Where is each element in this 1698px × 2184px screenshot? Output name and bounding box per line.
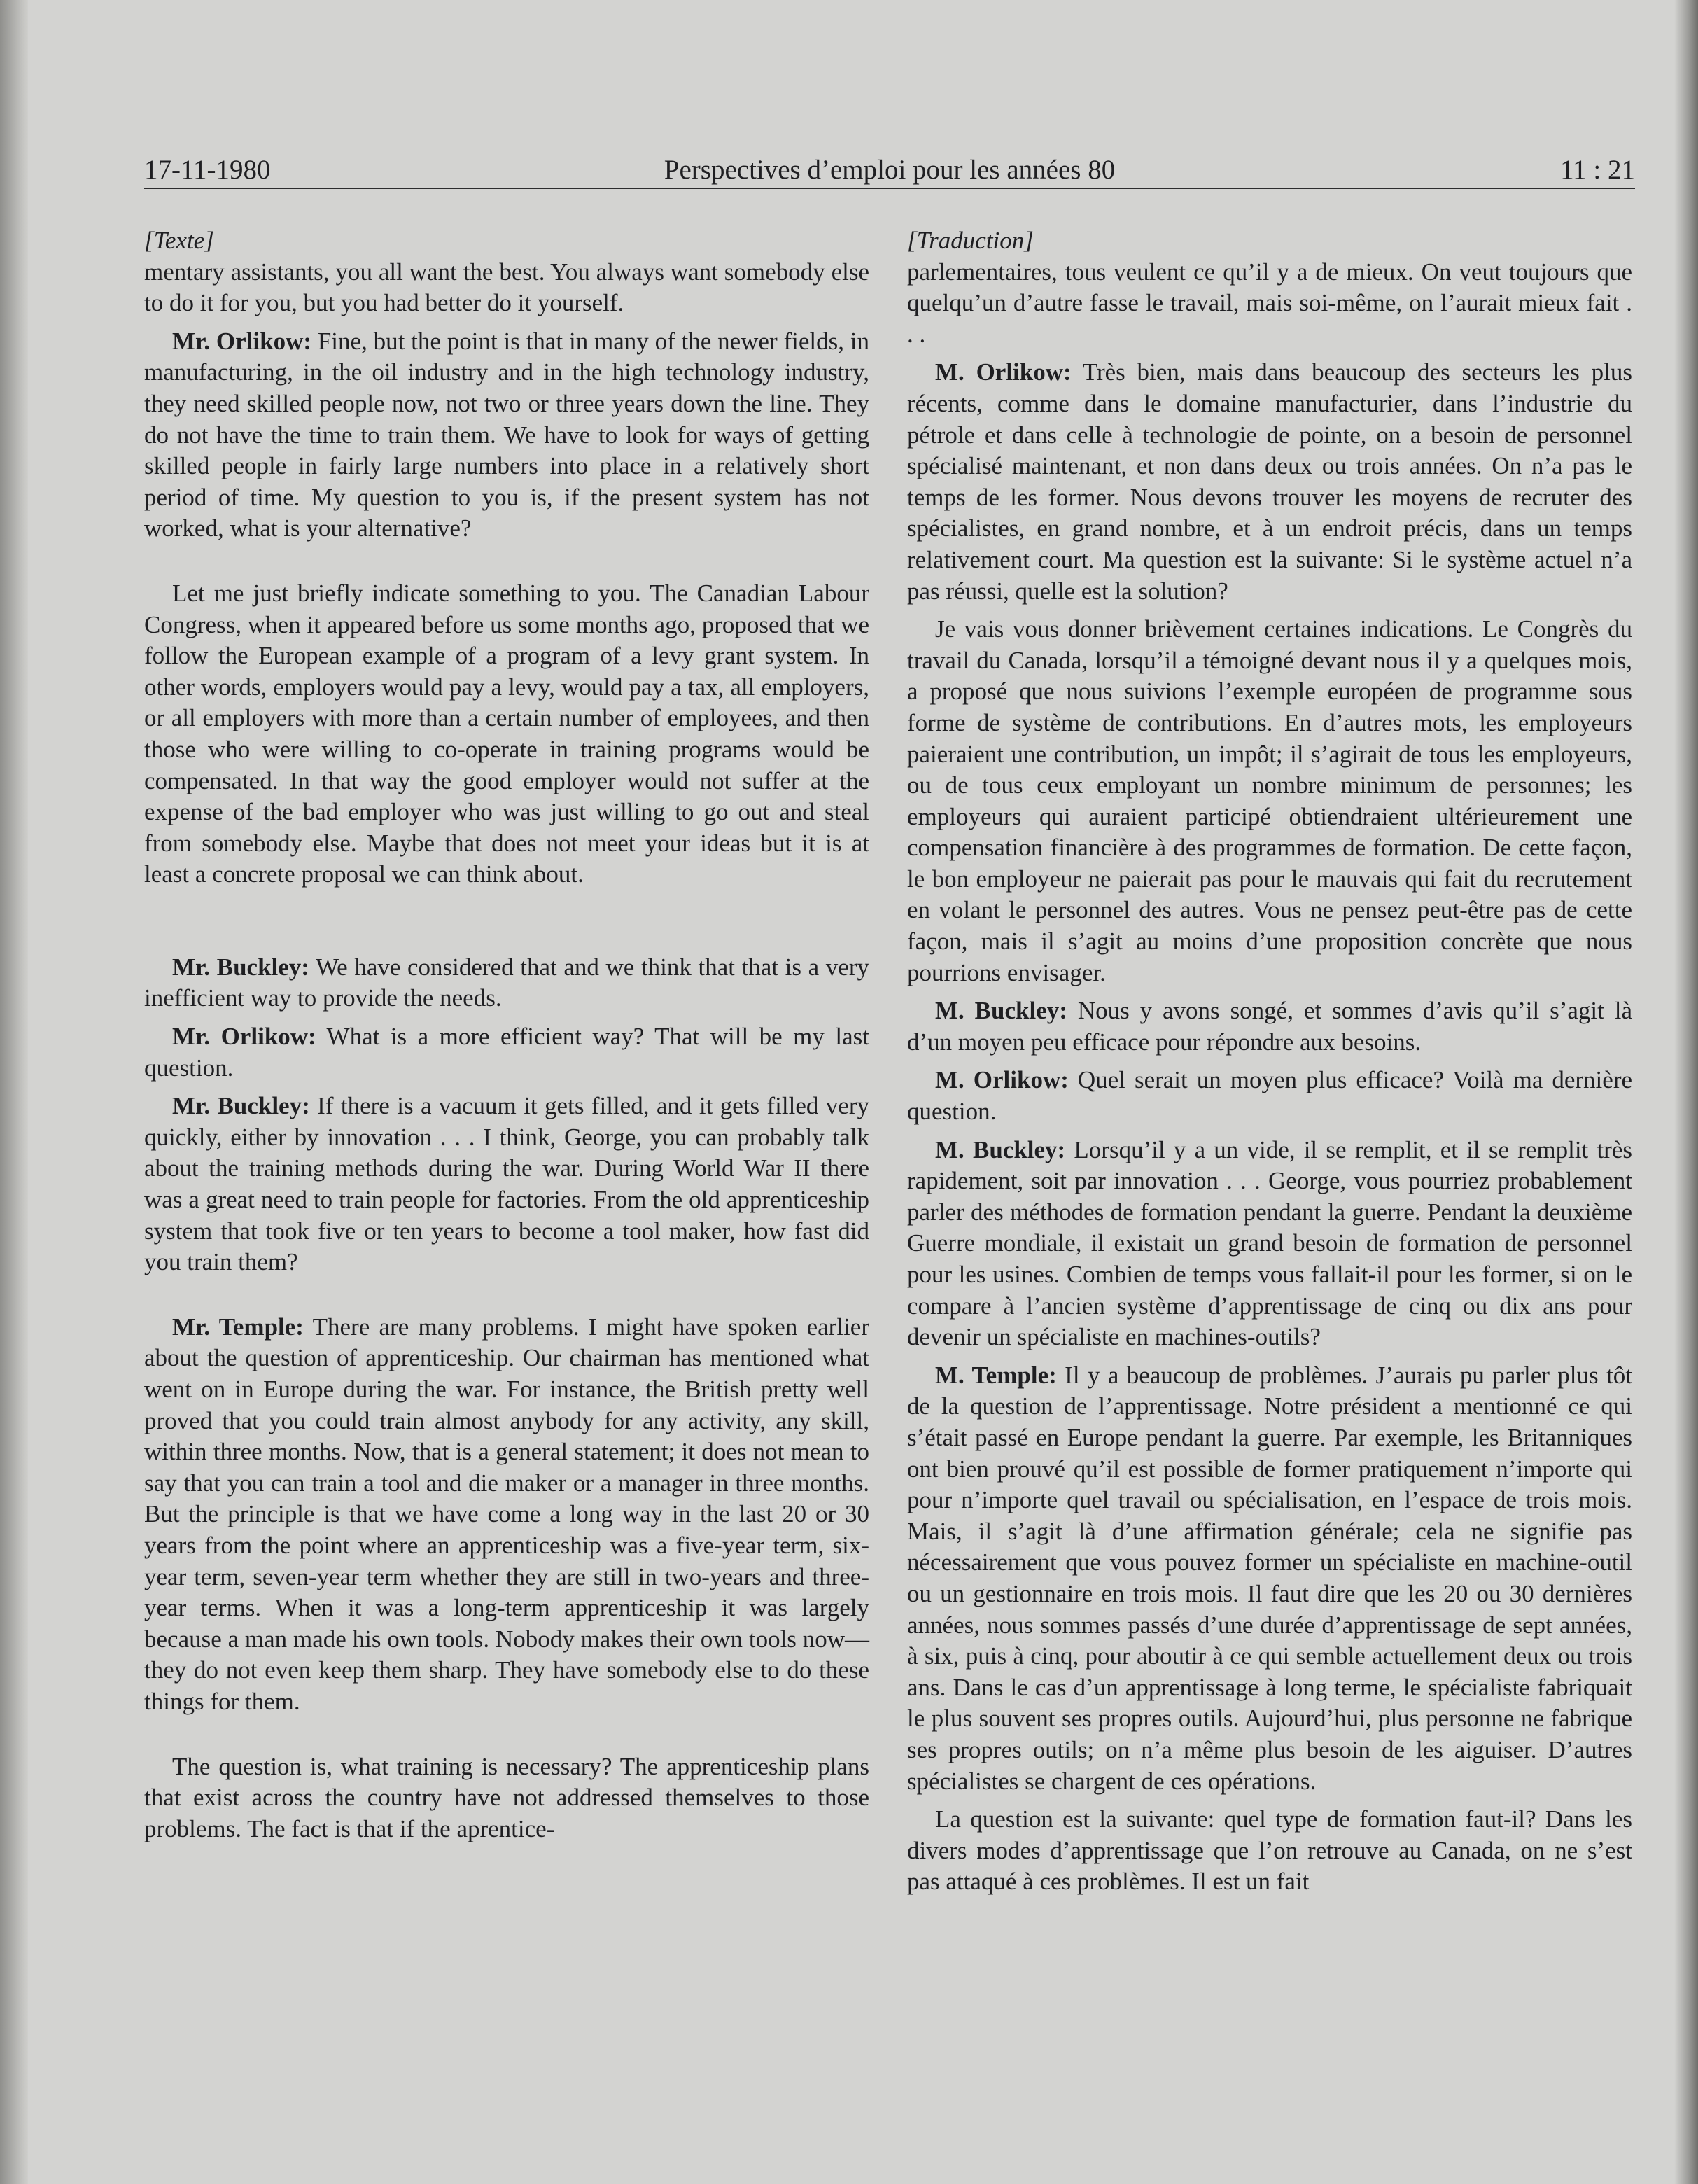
- paragraph: [144, 1091, 869, 1278]
- page-binding-shadow: [0, 0, 28, 2184]
- header-rule: [144, 188, 1635, 189]
- speaker-name: M. Orlikow:: [935, 1066, 1069, 1094]
- speaker-name: Mr. Buckley:: [172, 953, 309, 981]
- paragraph: [144, 326, 869, 545]
- paragraph: mentary assistants, you all want the best. You always want somebody else to do it for you, but you had better do it yourself.: [144, 258, 869, 317]
- paragraph: Je vais vous donner brièvement certaines indications. Le Congrès du travail du Canada, lorsqu’il a témoigné devant nous il y a quelques mois, a proposé que nous suivions l’exemple européen de programme sous forme de système de contributions. En d’autres mots, les employeurs paieraient une contribution, un impôt; il s’agirait de tous les employeurs, ou de tous ceux employant un nombre minimum de personnes; les employeurs qui auraient participé obtiendraient ultérieurement une compensation financière à des programmes de formation. De cette façon, le bon employeur ne paierait pas pour le mauvais qui fait du recrutement en volant le personnel des autres. Vous ne pensez peut-être pas de cette façon, mais il s’agit au moins d’une proposition concrète que nous pourrions envisager.: [907, 615, 1632, 986]
- paragraph-text: Fine, but the point is that in many of the newer fields, in manufacturing, in the oil industry and in the high technology industry, they need skilled people now, not two or three years down the line. They do not have the time to train them. We have to look for ways of getting skilled people in fairly large numbers into place in a relatively short period of time. My question to you is, if the present system has not worked, what is your alternative?: [144, 327, 869, 542]
- section-tag-traduction: [907, 225, 1632, 257]
- speaker-name: M. Buckley:: [935, 1135, 1066, 1163]
- tag-bracket-open: [: [144, 227, 154, 254]
- paragraph: [144, 952, 869, 1014]
- paragraph-text: There are many problems. I might have spoken earlier about the question of apprenticeship. Our chairman has mentioned what went on in Europe during the war. For instance, the British pretty well proved that you could train almost anybody for any activity, any skill, within three months. Now, that is a general statement; it does not mean to say that you can train a tool and die maker or a manager in three months. But the principle is that we have come a long way in the last 20 or 30 years from the point where an apprenticeship was a five-year term, six-year term, seven-year term whether they are still in two-years and three-year terms. When it was a long-term apprenticeship it was largely because a man made his own tools. Nobody makes their own tools now—they do not even keep them sharp. They have somebody else to do these things for them.: [144, 1312, 869, 1715]
- paragraph-text: What is a more efficient way? That will be my last question.: [144, 1023, 869, 1082]
- paragraph: parlementaires, tous veulent ce qu’il y a de mieux. On veut toujours que quelqu’un d’autre fasse le travail, mais soi-même, on l’aurait mieux fait . . .: [907, 258, 1632, 348]
- speaker-name: Mr. Orlikow:: [172, 1023, 316, 1051]
- french-column: [907, 225, 1632, 1898]
- paragraph-text: Nous y avons songé, et sommes d’avis qu’il s’agit là d’un moyen peu efficace pour répondre aux besoins.: [907, 997, 1632, 1056]
- page-edge-shadow: [1674, 0, 1698, 2184]
- paragraph: [907, 1135, 1632, 1353]
- paragraph-text: Lorsqu’il y a un vide, il se remplit, et il se remplit très rapidement, soit par innovation . . . George, vous pourriez probablement parler des méthodes de formation pendant la guerre. Pendant la deuxième Guerre mondiale, il existait un grand besoin de formation de personnel pour les usines. Combien de temps vous fallait-il pour les former, si on le compare à l’ancien système d’apprentissage de cinq ou dix ans pour devenir un spécialiste en machines-outils?: [907, 1135, 1632, 1351]
- paragraph: [144, 1312, 869, 1718]
- speaker-name: Mr. Orlikow:: [172, 327, 312, 355]
- paragraph-text: Il y a beaucoup de problèmes. J’aurais pu parler plus tôt de la question de l’apprentissage. Notre président a mentionné ce qui s’était passé en Europe pendant la guerre. Par exemple, les Britanniques ont bien prouvé qu’il est possible de former pratiquement n’importe qui pour n’importe quel travail ou spécialisation, en l’espace de trois mois. Mais, il s’agit là d’une affirmation générale; cela ne signifie pas nécessairement que vous pouvez former un spécialiste en machine-outil ou un gestionnaire en trois mois. Il faut dire que les 20 ou 30 dernières années, nous sommes passés d’une durée d’apprentissage de sept années, à six, puis à cinq, pour aboutir à ce qui semble actuellement deux ou trois ans. Dans le cas d’un apprentissage à long terme, le spécialiste fabriquait le plus souvent ses propres outils. Aujourd’hui, plus personne ne fabrique ses propres outils; on n’a même plus besoin de les aiguiser. D’autres spécialistes se chargent de ces opérations.: [907, 1361, 1633, 1795]
- tag-bracket-close: ]: [204, 227, 214, 254]
- paragraph: [144, 1021, 869, 1084]
- tag-bracket-close: ]: [1024, 227, 1034, 254]
- paragraph-text: If there is a vacuum it gets filled, and it gets filled very quickly, either by innovation . . . I think, George, you can probably talk about the training methods during the war. During World War II there was a great need to train people for factories. From the old apprenticeship system that took five or ten years to become a tool maker, how fast did you train them?: [144, 1092, 869, 1276]
- paragraph: La question est la suivante: quel type de formation faut-il? Dans les divers modes d’apprentissage que l’on retrouve au Canada, on ne s’est pas attaqué à ces problèmes. Il est un fait: [907, 1805, 1632, 1896]
- tag-bracket-open: [: [907, 227, 917, 254]
- header-date: 17-11-1980: [144, 155, 271, 185]
- speaker-name: M. Buckley:: [935, 997, 1067, 1025]
- paragraph-text: Quel serait un moyen plus efficace? Voilà ma dernière question.: [907, 1066, 1633, 1126]
- paragraph-text: We have considered that and we think that that is a very inefficient way to provide the needs.: [144, 953, 869, 1012]
- tag-label: Texte: [153, 227, 205, 254]
- speaker-name: M. Temple:: [935, 1361, 1057, 1389]
- paragraph: [907, 995, 1632, 1058]
- paragraph-text: Très bien, mais dans beaucoup des secteurs les plus récents, comme dans le domaine manufacturier, dans l’industrie du pétrole et dans celle à technologie de pointe, on a besoin de personnel spécialisé maintenant, et non dans deux ou trois années. On n’a pas le temps de les former. Nous devons trouver les moyens de recruter des spécialistes, en grand nombre, et à un endroit précis, dans un temps relativement court. Ma question est la suivante: Si le système actuel n’a pas réussi, quelle est la solution?: [907, 358, 1632, 605]
- header-page-number: 11 : 21: [1560, 155, 1635, 185]
- paragraph: Let me just briefly indicate something to you. The Canadian Labour Congress, when it appeared before us some months ago, proposed that we follow the European example of a program of a levy grant system. In other words, employers would pay a levy, would pay a tax, all employers, or all employers with more than a certain number of employees, and then those who were willing to co-operate in training programs would be compensated. In that way the good employer would not suffer at the expense of the bad employer who was just willing to go out and steal from somebody else. Maybe that does not meet your ideas but it is at least a concrete proposal we can think about.: [144, 579, 869, 888]
- section-tag-texte: [144, 225, 869, 257]
- paragraph: The question is, what training is necessary? The apprenticeship plans that exist across the country have not addressed themselves to those problems. The fact is that if the aprentice-: [144, 1752, 869, 1842]
- header-title: Perspectives d’emploi pour les années 80: [664, 155, 1116, 185]
- speaker-name: Mr. Temple:: [172, 1312, 304, 1340]
- tag-label: Traduction: [916, 227, 1025, 254]
- speaker-name: M. Orlikow:: [935, 358, 1072, 386]
- speaker-name: Mr. Buckley:: [172, 1092, 310, 1120]
- paragraph: [907, 1360, 1632, 1797]
- english-column: [144, 225, 869, 1844]
- paragraph: [907, 357, 1632, 607]
- running-header: [144, 149, 1635, 191]
- paragraph: [907, 1065, 1632, 1127]
